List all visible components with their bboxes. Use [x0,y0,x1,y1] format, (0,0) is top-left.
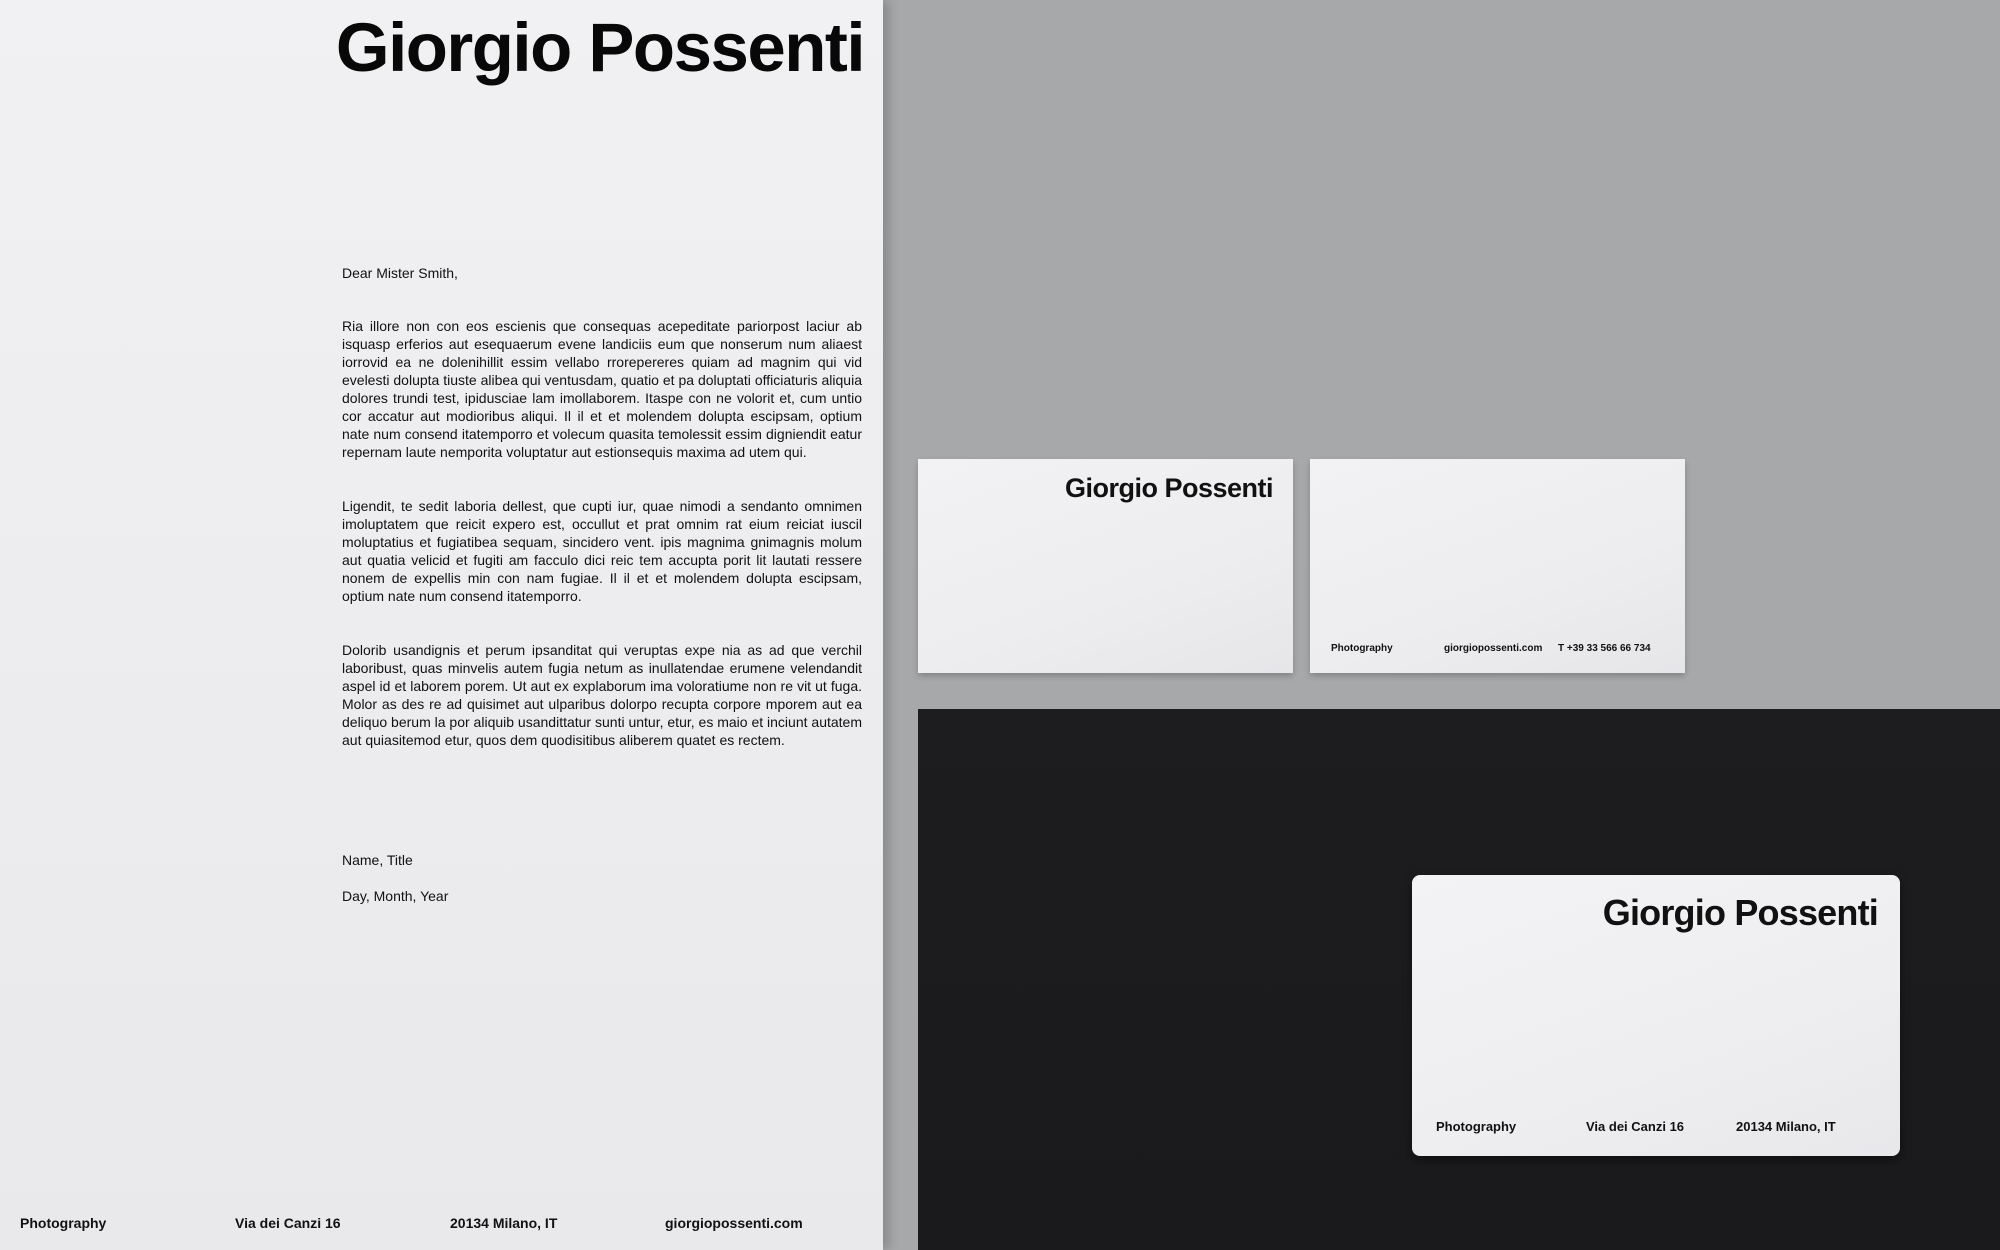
letterhead-sheet [0,0,883,1250]
card-back-phone: T +39 33 566 66 734 [1558,643,1651,654]
card-back-website: giorgiopossenti.com [1444,643,1543,654]
footer-city: 20134 Milano, IT [450,1215,558,1231]
card-back-field: Photography [1331,643,1393,654]
card-front-name: Giorgio Possenti [1064,473,1273,503]
footer-field: Photography [20,1215,107,1231]
business-card-large [1412,875,1900,1156]
letter-paragraph: Dolorib usandignis et perum ipsanditat qui veruptas expe nia as ad que verchil laboribust, quas minvelis autem fugia netum as inullatendae erumene velendandit aspel id et laborem porem. Ut aut ex explaborum ima voloratiume non re vit ut fuga. Molor as des re ad quisimet aut ulparibus dolorpo recupta corpore mporem aut ea deliquo berum la por aliquib usandittatur sunti untur, etur, es maio et inciunt autatem aut quiasitemod etur, quos dem quodisitibus aliberem quatet es rectem. [342,642,862,748]
signature-date: Day, Month, Year [342,888,449,904]
letter-salutation: Dear Mister Smith, [342,265,458,281]
footer-street: Via dei Canzi 16 [235,1215,341,1231]
letter-signature [342,851,448,923]
card-large-name: Giorgio Possenti [1602,892,1878,933]
letter-paragraph: Ligendit, te sedit laboria dellest, que cupti iur, quae nimodi a sendanto omnimen imoluptatem que reicit expero est, occullut et prat omnim rat eium reiciat iuscil moluptatius et fugiatibea sequam, sincidero vent. ipis magnima gnimagnis molum aut quatia velicid et fugiti am facculo dici reic tem accupta porit lit lautati ressere nonem de expellis min con nam fugiae. Il il et et molendem dolupta escipsam, optium nate num consend itatemporro. [342,498,862,604]
letter-body [342,264,862,785]
letter-paragraph: Ria illore non con eos escienis que consequas acepeditate pariorpost laciur ab isquasp erferios aut esequaerum evene landiciis eum que nonserum num aliaest iorrovid ea ne dolenihillit essim vellabo rrorepereres quiam ad magnim qui vid evelesti dolupta tiuste alibea qui ventusdam, quatio et pa doluptati officiaturis aliquia dolores trundi test, ipidusciae lam imollaborem. Itaspe con ne volorit et, cum untio cor accatur aut modioribus aliqui. Il il et et molendem dolupta escipsam, optium nate num consend itatemporro et volecum quasita temolessit essim digniendit eatur repernam laute nemporita voluptatur aut estionsequis maxima ad utem qui. [342,318,862,460]
card-large-city: 20134 Milano, IT [1736,1119,1836,1134]
letterhead-name: Giorgio Possenti [335,9,864,86]
business-card-back [1310,459,1685,673]
business-card-front [918,459,1293,673]
card-large-field: Photography [1436,1119,1517,1134]
footer-website: giorgiopossenti.com [665,1215,803,1231]
card-large-street: Via dei Canzi 16 [1586,1119,1685,1134]
signature-name: Name, Title [342,852,413,868]
